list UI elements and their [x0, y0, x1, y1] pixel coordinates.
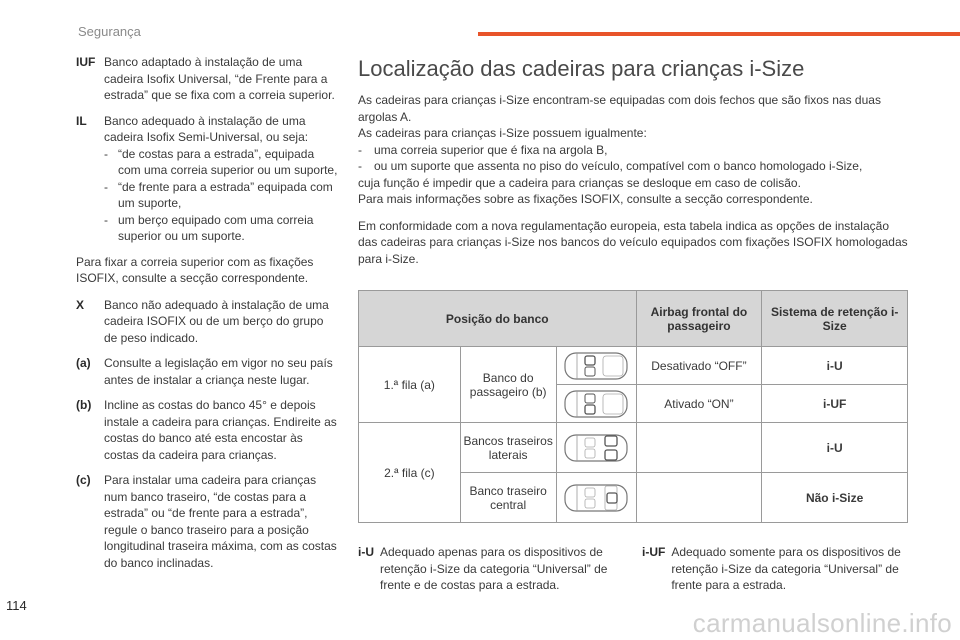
section-title: Segurança [78, 24, 141, 39]
list-item: - um berço equipado com uma correia superior ou um suporte. [104, 212, 338, 245]
definition-text: Banco adequado à instalação de uma cadeira Isofix Semi-Universal, ou seja: [104, 113, 309, 144]
note-text: Consulte a legislação em vigor no seu país antes de instalar a criança neste lugar. [104, 356, 333, 387]
definition-text: Banco adaptado à instalação de uma cadeira Isofix Universal, “de Frente para a estrada” que se fixa com a correia superior. [104, 55, 335, 102]
definition-term: X [76, 297, 85, 312]
seat-label: Banco do passageiro (b) [460, 347, 556, 423]
car-diagram-cell [556, 347, 636, 385]
row-label-first: 1.ª fila (a) [359, 347, 461, 423]
paragraph: As cadeiras para crianças i-Size encontram-se equipadas com dois fechos que são fixos nas duas argolas A. [358, 93, 881, 124]
legend-term: i-U [358, 545, 374, 559]
isize-value: i-U [762, 423, 908, 473]
header-isize-system: Sistema de retenção i-Size [762, 291, 908, 347]
page-number: 114 [6, 598, 27, 613]
seat-label: Bancos traseiros laterais [460, 423, 556, 473]
isize-value: i-U [762, 347, 908, 385]
airbag-off-cell: Desativado “OFF” [636, 347, 762, 385]
row-label-second: 2.ª fila (c) [359, 423, 461, 523]
paragraph: As cadeiras para crianças i-Size possuem igualmente: [358, 126, 647, 140]
table-header-row [359, 291, 908, 347]
car-rear-center-seat-icon [563, 482, 629, 514]
il-options-list [104, 146, 338, 245]
definition-iuf [76, 54, 338, 104]
note-c [76, 472, 338, 571]
list-item-text: um berço equipado com uma correia superior ou um suporte. [118, 212, 314, 243]
car-front-seat-icon [563, 350, 629, 382]
list-item: - uma correia superior que é fixa na argola B, [358, 142, 608, 157]
definition-il [76, 113, 338, 245]
airbag-on-cell: Ativado “ON” [636, 385, 762, 423]
legend-text: Adequado somente para os dispositivos de retenção i-Size da categoria “Universal” de frente para a estrada. [671, 545, 901, 592]
left-column [76, 54, 338, 580]
note-text: Para instalar uma cadeira para crianças num banco traseiro, “de costas para a estrada” ou “de frente para a estrada”, regule o banco traseiro para a posição longitudinal traseira máxima, com as costas do banco inclinadas. [104, 473, 337, 570]
note-term: (a) [76, 356, 91, 370]
car-rear-side-seats-icon [563, 432, 629, 464]
list-item: - ou um suporte que assenta no piso do veículo, compatível com o banco homologado i-Size, [358, 159, 863, 173]
isize-value: Não i-Size [762, 473, 908, 523]
airbag-empty-cell [636, 473, 762, 523]
paragraph: cuja função é impedir que a cadeira para crianças se desloque em caso de colisão. [358, 175, 801, 190]
table-row [359, 423, 908, 473]
watermark: carmanualsonline.info [692, 608, 952, 638]
isize-features-list [358, 142, 908, 175]
paragraph: Em conformidade com a nova regulamentação europeia, esta tabela indica as opções de instalação das cadeiras para crianças i-Size nos bancos do veículo equipados com fixações ISOFIX homologadas para i-Size. [358, 218, 908, 266]
legend-iu [358, 544, 620, 594]
right-column [358, 52, 908, 267]
list-item: - “de costas para a estrada”, equipada com uma correia superior ou um suporte, [104, 146, 338, 177]
car-diagram-cell [556, 473, 636, 523]
airbag-empty-cell [636, 423, 762, 473]
car-diagram-cell [556, 385, 636, 423]
definition-term: IUF [76, 55, 96, 69]
section-accent-rule [478, 32, 960, 36]
table-row [359, 347, 908, 385]
note-text: Incline as costas do banco 45° e depois instale a cadeira para crianças. Endireite as costas do banco até esta encostar às costas da cadeira para crianças. [104, 398, 337, 462]
definition-x [76, 297, 338, 347]
legend-text: Adequado apenas para os dispositivos de retenção i-Size da categoria “Universal” de frente e de costas para a estrada. [380, 545, 608, 592]
list-item-text: “de frente para a estrada” equipada com um suporte, [118, 179, 333, 210]
header-airbag: Airbag frontal do passageiro [636, 291, 762, 347]
definition-term: IL [76, 113, 87, 128]
note-term: (b) [76, 398, 92, 412]
header-seat-position: Posição do banco [359, 291, 637, 347]
legend-term: i-UF [642, 545, 666, 559]
car-diagram-cell [556, 423, 636, 473]
seat-label: Banco traseiro central [460, 473, 556, 523]
list-item-text: ou um suporte que assenta no piso do veículo, compatível com o banco homologado i-Size, [374, 159, 863, 173]
note-b [76, 397, 338, 463]
list-item-text: uma correia superior que é fixa na argola B, [374, 142, 608, 157]
tether-note: Para fixar a correia superior com as fixações ISOFIX, consulte a secção correspondente. [76, 254, 314, 285]
list-item: - “de frente para a estrada” equipada com um suporte, [104, 179, 338, 212]
page-title: Localização das cadeiras para crianças i-Size [358, 56, 805, 81]
isize-value: i-UF [762, 385, 908, 423]
legend-iuf [642, 544, 904, 594]
isize-seat-table [358, 290, 908, 523]
note-a [76, 355, 338, 388]
car-front-seat-icon [563, 388, 629, 420]
note-term: (c) [76, 473, 91, 487]
definition-text: Banco não adequado à instalação de uma cadeira ISOFIX ou de um berço do grupo de peso indicado. [104, 297, 329, 345]
list-item-text: “de costas para a estrada”, equipada com uma correia superior ou um suporte, [118, 146, 338, 177]
paragraph: Para mais informações sobre as fixações ISOFIX, consulte a secção correspondente. [358, 192, 813, 206]
definition-body [104, 113, 338, 245]
